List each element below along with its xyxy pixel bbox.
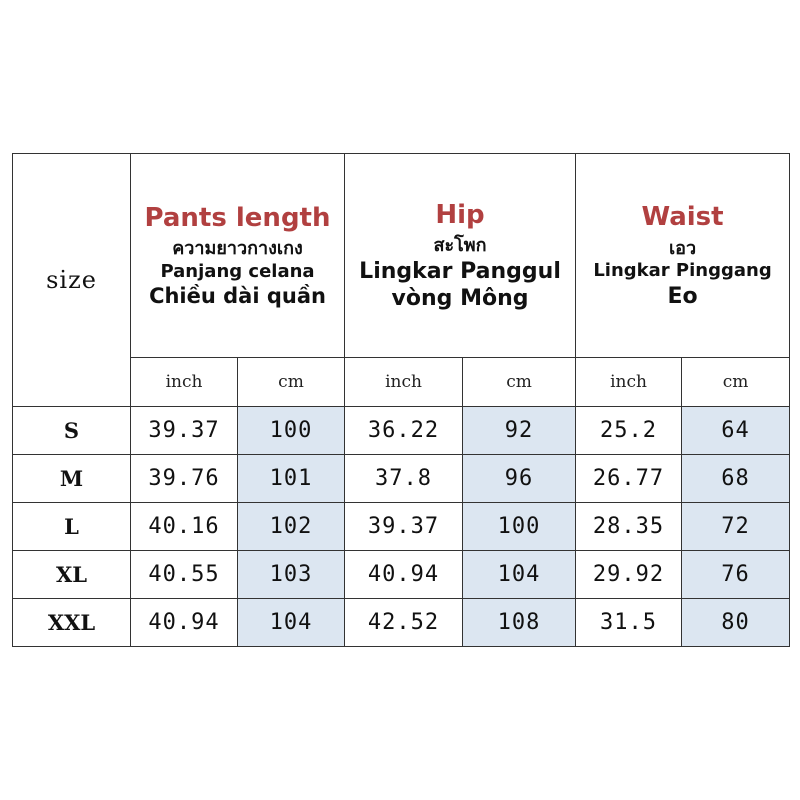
size-cell: L <box>13 503 131 551</box>
waist-cm-cell: 80 <box>682 599 790 647</box>
length-inch-cell: 39.37 <box>131 407 238 455</box>
length-cm-cell: 102 <box>238 503 345 551</box>
pants-length-vietnamese: Chiều dài quần <box>149 284 326 309</box>
hip-inch-cell: 36.22 <box>345 407 463 455</box>
hip-inch-cell: 42.52 <box>345 599 463 647</box>
size-header-cell <box>13 154 131 407</box>
unit-cm: cm <box>463 358 576 407</box>
unit-inch: inch <box>131 358 238 407</box>
waist-vietnamese: Eo <box>667 283 698 309</box>
table-row <box>13 503 790 551</box>
pants-length-header <box>131 154 345 358</box>
length-inch-cell: 40.94 <box>131 599 238 647</box>
hip-vietnamese: vòng Mông <box>391 286 529 311</box>
hip-cm-cell: 92 <box>463 407 576 455</box>
waist-inch-cell: 29.92 <box>576 551 682 599</box>
table-row <box>13 407 790 455</box>
hip-cm-cell: 108 <box>463 599 576 647</box>
waist-cm-cell: 76 <box>682 551 790 599</box>
waist-inch-cell: 25.2 <box>576 407 682 455</box>
waist-cm-cell: 68 <box>682 455 790 503</box>
length-cm-cell: 104 <box>238 599 345 647</box>
waist-title: Waist <box>641 202 724 232</box>
length-cm-cell: 103 <box>238 551 345 599</box>
waist-cm-cell: 64 <box>682 407 790 455</box>
hip-cm-cell: 100 <box>463 503 576 551</box>
waist-inch-cell: 28.35 <box>576 503 682 551</box>
unit-cm: cm <box>682 358 790 407</box>
pants-length-thai: ความยาวกางเกง <box>172 238 303 260</box>
length-inch-cell: 39.76 <box>131 455 238 503</box>
header-row <box>13 154 790 358</box>
size-cell: XXL <box>13 599 131 647</box>
length-inch-cell: 40.55 <box>131 551 238 599</box>
table-row <box>13 599 790 647</box>
hip-indonesian: Lingkar Panggul <box>359 258 561 284</box>
table-row <box>13 551 790 599</box>
hip-header <box>345 154 576 358</box>
hip-thai: สะโพก <box>433 235 487 256</box>
waist-indonesian: Lingkar Pinggang <box>593 260 772 281</box>
hip-inch-cell: 40.94 <box>345 551 463 599</box>
hip-cm-cell: 104 <box>463 551 576 599</box>
hip-title: Hip <box>435 199 485 230</box>
waist-inch-cell: 26.77 <box>576 455 682 503</box>
waist-inch-cell: 31.5 <box>576 599 682 647</box>
size-header-label: size <box>46 266 97 294</box>
size-cell: XL <box>13 551 131 599</box>
hip-inch-cell: 37.8 <box>345 455 463 503</box>
length-inch-cell: 40.16 <box>131 503 238 551</box>
hip-cm-cell: 96 <box>463 455 576 503</box>
hip-inch-cell: 39.37 <box>345 503 463 551</box>
unit-inch: inch <box>576 358 682 407</box>
waist-header <box>576 154 790 358</box>
pants-length-indonesian: Panjang celana <box>160 260 315 282</box>
table-row <box>13 455 790 503</box>
size-cell: S <box>13 407 131 455</box>
size-cell: M <box>13 455 131 503</box>
length-cm-cell: 101 <box>238 455 345 503</box>
length-cm-cell: 100 <box>238 407 345 455</box>
unit-inch: inch <box>345 358 463 407</box>
size-chart-table <box>12 153 790 647</box>
unit-cm: cm <box>238 358 345 407</box>
pants-length-title: Pants length <box>144 202 331 233</box>
waist-thai: เอว <box>668 237 697 259</box>
waist-cm-cell: 72 <box>682 503 790 551</box>
